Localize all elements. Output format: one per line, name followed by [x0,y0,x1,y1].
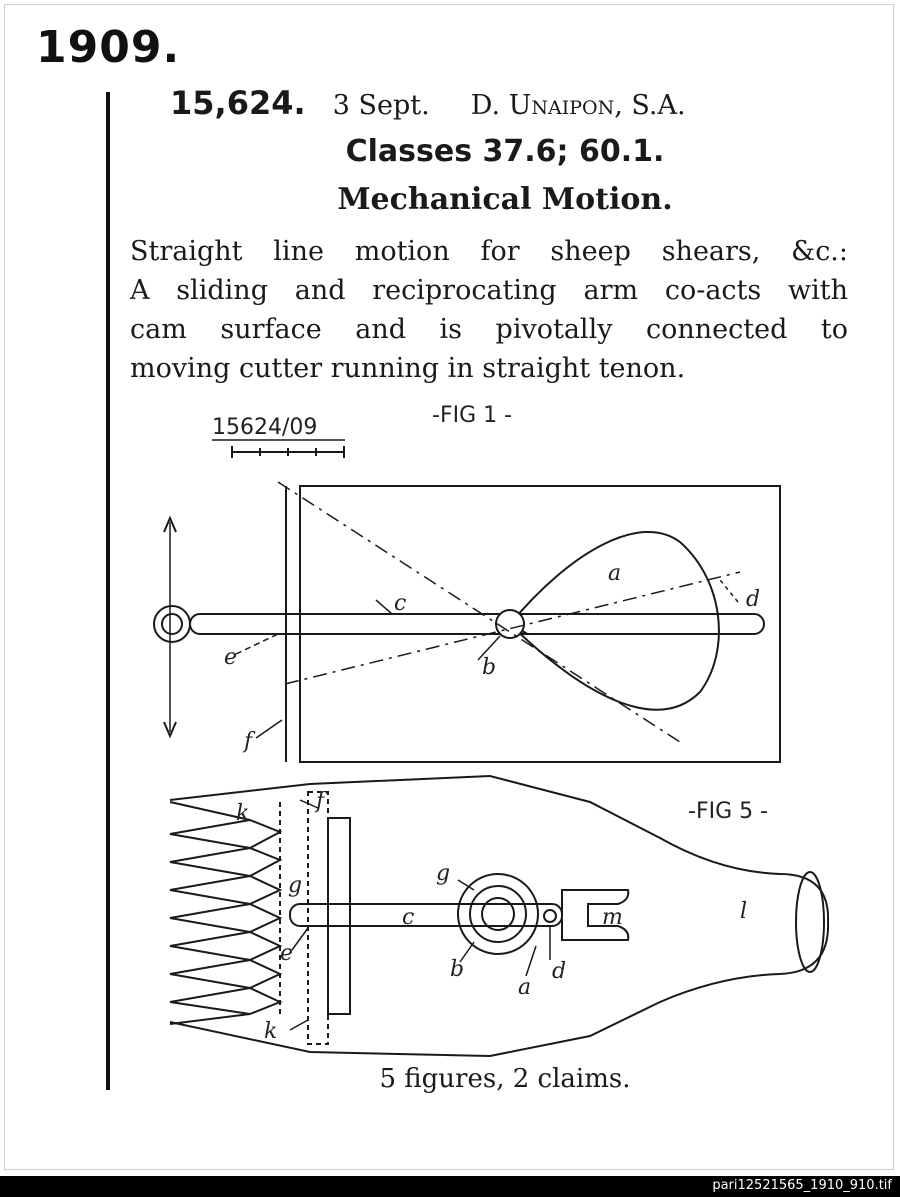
cutter-teeth [250,820,280,1014]
label-e: e [280,941,294,966]
label-l: l [740,899,748,924]
label-c: c [394,591,407,616]
source-caption-bar [0,1176,900,1197]
source-caption: pari12521565_1910_910.tif [712,1178,892,1193]
label-a: a [518,975,532,1000]
figure-1 [154,482,780,762]
label-a: a [608,561,622,586]
leader-a [526,946,536,976]
leader-e [292,928,308,950]
centre-line [278,482,680,742]
fig1-label: -FIG 1 - [432,403,513,428]
abstract-line: Straight line motion for sheep shears, &c.: [130,236,848,267]
label-k: k [264,1019,278,1044]
label-k: k [236,801,250,826]
label-b: b [482,655,497,680]
label-e: e [224,645,238,670]
centre-line [285,572,740,684]
fig5-label: -FIG 5 - [688,799,769,824]
patent-date: 3 Sept. [332,90,430,121]
label-b: b [450,957,465,982]
label-f: f [316,789,325,814]
handpiece-end [796,872,824,972]
leader-k [290,1020,308,1030]
patent-number: 15,624. [170,84,306,122]
abstract-line: cam surface and is pivotally connected to [130,314,848,345]
leader-d [720,580,738,602]
drawing-reference: 15624/09 [212,415,318,440]
label-g: g [436,861,451,886]
year-heading: 1909. [36,22,181,73]
tenon-block [328,818,350,1014]
abstract-line: moving cutter running in straight tenon. [130,353,686,384]
label-m: m [602,905,623,930]
patent-inventor: D. Unaipon, S.A. [470,90,686,121]
patent-title: Mechanical Motion. [337,182,673,217]
arm-eye-outer [154,606,190,642]
patent-drawing [140,402,840,1062]
pivot-pin [496,610,524,638]
figures-claims-note: 5 figures, 2 claims. [379,1064,631,1094]
label-d: d [552,959,567,984]
sliding-arm [190,614,764,634]
label-c: c [402,905,415,930]
fig5-arm [290,904,562,926]
arm-eye-inner [162,614,182,634]
leader-f [256,720,282,738]
fig1-plate [300,486,780,762]
comb-teeth [170,802,250,1024]
margin-rule [106,92,110,1090]
cam-ring-mid [470,886,526,942]
label-d: d [746,587,761,612]
patent-classes: Classes 37.6; 60.1. [345,134,665,169]
leader-e [236,634,278,654]
tenon [308,792,328,1044]
abstract-line: A sliding and reciprocating arm co-acts with [130,275,848,306]
label-f: f [244,729,253,754]
patent-header [170,84,830,122]
label-g: g [288,873,303,898]
leader-c [376,600,392,614]
abstract [130,232,848,388]
arm-pivot [544,910,556,922]
